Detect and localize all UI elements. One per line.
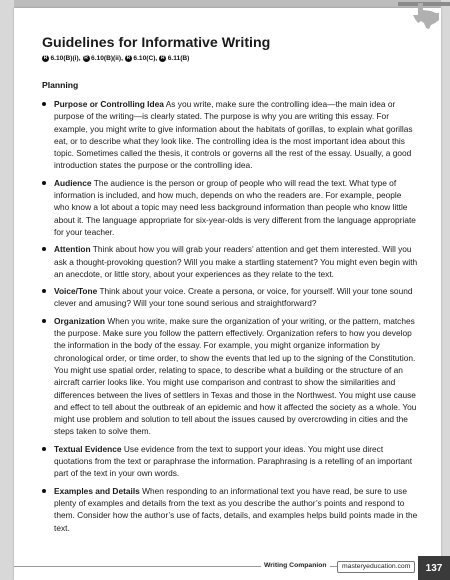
guideline-term: Attention	[54, 244, 91, 255]
standard-badge-icon: R	[160, 55, 165, 61]
standard-badge-icon: R	[43, 55, 48, 61]
footer-book-title: Writing Companion	[261, 561, 330, 571]
guideline-term: Purpose or Controlling Idea	[54, 99, 164, 109]
bullet-icon	[42, 447, 46, 451]
guideline-term: Examples and Details	[54, 485, 140, 496]
standard-code: 6.10(B)(ii),	[91, 55, 123, 62]
standard-badge-icon: R	[84, 55, 88, 61]
guideline-item	[42, 315, 418, 438]
guideline-term: Textual Evidence	[54, 443, 122, 454]
bullet-icon	[42, 181, 46, 185]
guideline-text: As you write, make sure the controlling idea—the main idea or purpose of the writing—is clearly stated. The purpose is why you are writing this essay. For example, you might write to give information about the habitats of gorillas, to explain what gorillas eat, or to describe what they look like. The controlling idea is the most important idea about this topic. Sometimes called the thesis, it controls or governs all the rest of the essay. Usually, a good introduction states the purpose or the controlling idea.	[54, 99, 413, 171]
standard-code: 6.11(B)	[167, 55, 190, 62]
guideline-text: The audience is the person or group of people who will read the text. What type of information is included, and how much, depends on who the readers are. For example, people who know a lot about a topic may need less background information than people who know little about it. The language appropriate for six-year-olds is very different from the language appropriate for your teacher.	[54, 177, 416, 237]
standard-badge-icon: R	[126, 55, 131, 61]
guideline-item	[42, 98, 418, 172]
standard-code: 6.10(C),	[133, 55, 158, 62]
guideline-item	[42, 177, 418, 238]
page-title: Guidelines for Informative Writing	[42, 35, 271, 51]
texas-state-icon	[412, 2, 442, 30]
guideline-item	[42, 485, 418, 534]
bullet-icon	[42, 489, 46, 493]
footer-website: masteryeducation.com	[337, 561, 415, 573]
guideline-list	[42, 98, 418, 539]
guideline-text: When responding to an informational text you have read, be sure to use plenty of examples and details from the text as you describe the author’s points and respond to them. Consider how the author’s use of facts, details, and examples helps build points made in the text.	[54, 485, 418, 533]
section-heading: Planning	[42, 80, 79, 90]
standards-line	[42, 55, 191, 62]
guideline-term: Voice/Tone	[54, 286, 98, 297]
guideline-item	[42, 285, 418, 310]
bullet-icon	[42, 289, 46, 293]
bullet-icon	[42, 102, 46, 106]
guideline-text: Think about your voice. Create a persona, or voice, for yourself. Will your tone sound clever and amusing? Will your tone sound serious and straightforward?	[54, 286, 413, 309]
guideline-item	[42, 443, 418, 480]
bullet-icon	[42, 247, 46, 251]
guideline-term: Audience	[54, 177, 92, 188]
standard-code: 6.10(B)(i),	[50, 55, 81, 62]
guideline-text: Use evidence from the text to support your ideas. You might use direct quotations from the text or paraphrase the information. Paraphrasing is a retelling of an important part of the text in your own words.	[54, 443, 413, 479]
bullet-icon	[42, 319, 46, 323]
guideline-text: Think about how you will grab your readers’ attention and get them interested. Will you ask a thought-provoking question? Will you make a startling statement? You might even begin with an anecdote, or little story, about your experiences as they relate to the text.	[54, 244, 418, 279]
top-band	[14, 0, 441, 8]
guideline-text: When you write, make sure the organization of your writing, or the pattern, matches the purpose. Make sure you follow the pattern effectively. Organization refers to how you develop the information in the body of the essay. For example, you might organize information by chronological order, or time order, to show the events that led up to the signing of the Constitution. You might use spatial order, relating to space, to describe what a building or the structure of an aircraft carrier looks like. You might use comparison and contrast to show the similarities and differences between the lives of settlers in Texas and those in the Northwest. You might use cause and effect to tell about the outbreak of an epidemic and how it affected the society as a whole. You might use problem and solution to tell about the issues caused by overcrowding in cities and the steps taken to solve them.	[54, 315, 417, 437]
page-number: 137	[418, 556, 450, 580]
guideline-item	[42, 243, 418, 280]
guideline-term: Organization	[54, 315, 105, 326]
